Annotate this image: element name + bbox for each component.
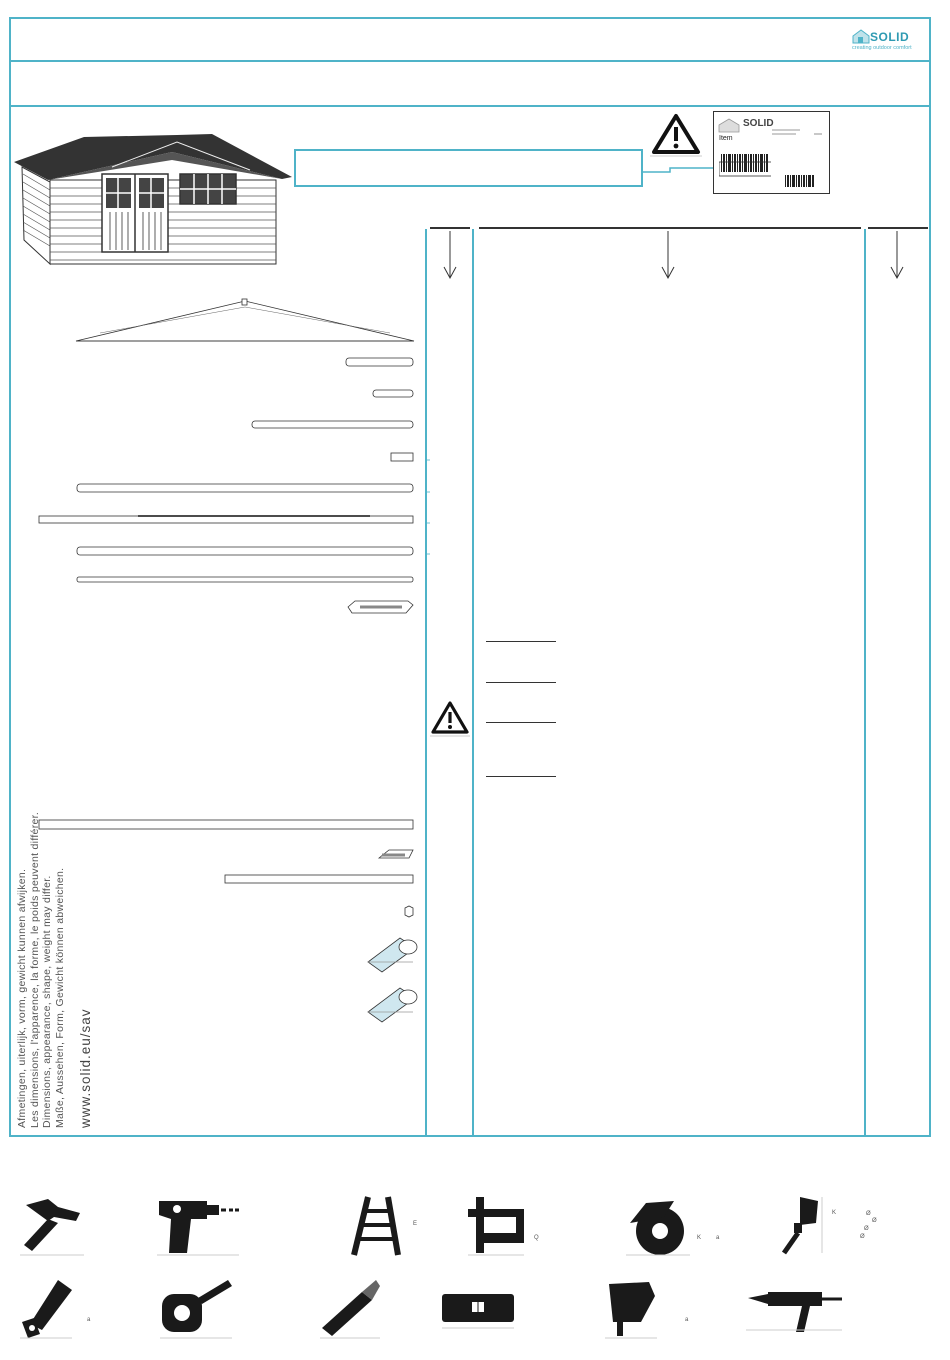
brand-tagline: creating outdoor comfort xyxy=(852,45,912,51)
hole-saw-mark: Ø xyxy=(866,1211,871,1217)
subheader-divider xyxy=(9,105,931,107)
column-head-description xyxy=(479,227,861,229)
circular-saw-icon xyxy=(624,1195,692,1257)
column-head-check xyxy=(868,227,928,229)
board-part xyxy=(77,577,413,582)
label-item: Item xyxy=(719,135,733,142)
disclaimer-text xyxy=(16,812,66,1128)
square-icon xyxy=(466,1195,526,1257)
caulking-gun-icon xyxy=(746,1282,844,1334)
barcode-small-icon xyxy=(785,175,815,187)
fill-in-line xyxy=(486,682,556,683)
log-part xyxy=(77,484,413,492)
fill-in-line xyxy=(486,722,556,723)
circular-saw-mark: a xyxy=(716,1235,720,1241)
ladder-icon xyxy=(348,1195,404,1257)
label-brand: SOLID xyxy=(743,118,774,129)
arrow-down-icon xyxy=(443,231,457,281)
brand-name: SOLID xyxy=(870,30,910,44)
circular-saw-mark: K xyxy=(697,1235,702,1241)
brand-logo xyxy=(852,28,926,54)
label-logo-icon xyxy=(717,117,741,133)
beam-part xyxy=(252,421,413,428)
jigsaw-icon xyxy=(603,1278,659,1340)
jigsaw-mark: a xyxy=(685,1317,689,1323)
warning-icon xyxy=(650,112,702,158)
header-divider xyxy=(9,60,931,62)
spirit-level-icon xyxy=(440,1290,516,1330)
board-part xyxy=(225,875,413,883)
log-part xyxy=(77,547,413,555)
log-part xyxy=(39,516,413,523)
label-fine-print xyxy=(770,128,828,138)
roofing-roll-icon xyxy=(368,938,417,972)
house-logo-icon xyxy=(852,28,870,44)
disclaimer-de: Maße, Aussehen, Form, Gewicht können abweichen. xyxy=(53,867,66,1128)
hole-saw-mark: K xyxy=(832,1210,837,1216)
beam-part xyxy=(346,358,413,366)
log-part xyxy=(39,820,413,829)
callout-connector xyxy=(643,155,718,175)
barcode-icon xyxy=(719,152,771,180)
parts-list-drawings-2 xyxy=(30,812,430,1032)
disclaimer-en: Dimensions, appearance, shape, weight may differ. xyxy=(41,875,53,1128)
hole-saw-mark: Ø xyxy=(872,1218,877,1224)
parts-list-drawings xyxy=(30,295,430,635)
hammer-icon xyxy=(18,1195,86,1257)
hole-saw-mark: Ø xyxy=(864,1226,869,1232)
column-head-qty xyxy=(430,227,470,229)
disclaimer-nl: Afmetingen, uiterlijk, vorm, gewicht kunnen afwijken. xyxy=(16,868,28,1128)
hand-saw-mark: a xyxy=(87,1317,91,1323)
ladder-mark: E xyxy=(413,1221,418,1227)
hole-saw-mark: Ø xyxy=(860,1234,865,1240)
beam-part xyxy=(373,390,413,397)
column-divider-3 xyxy=(864,229,866,1137)
hole-saw-icon xyxy=(778,1195,826,1257)
block-part xyxy=(391,453,413,461)
tape-measure-icon xyxy=(158,1278,234,1340)
hand-saw-icon xyxy=(18,1278,74,1340)
shed-illustration xyxy=(12,132,300,272)
utility-knife-icon xyxy=(318,1278,382,1340)
drill-icon xyxy=(155,1195,241,1257)
nut-part xyxy=(405,906,413,917)
warning-icon xyxy=(430,700,470,738)
product-info-box xyxy=(294,149,643,187)
roofing-roll-icon xyxy=(368,988,417,1022)
column-divider-2 xyxy=(472,229,474,1137)
disclaimer-fr: Les dimensions, l'apparence, la forme, le poids peuvent différer. xyxy=(28,811,41,1128)
square-mark: Q xyxy=(534,1235,539,1241)
fill-in-line xyxy=(486,641,556,642)
arrow-down-icon xyxy=(890,231,904,281)
product-label-card xyxy=(713,111,830,194)
fill-in-line xyxy=(486,776,556,777)
arrow-down-icon xyxy=(661,231,675,281)
support-url[interactable]: www.solid.eu/sav xyxy=(78,1008,93,1128)
